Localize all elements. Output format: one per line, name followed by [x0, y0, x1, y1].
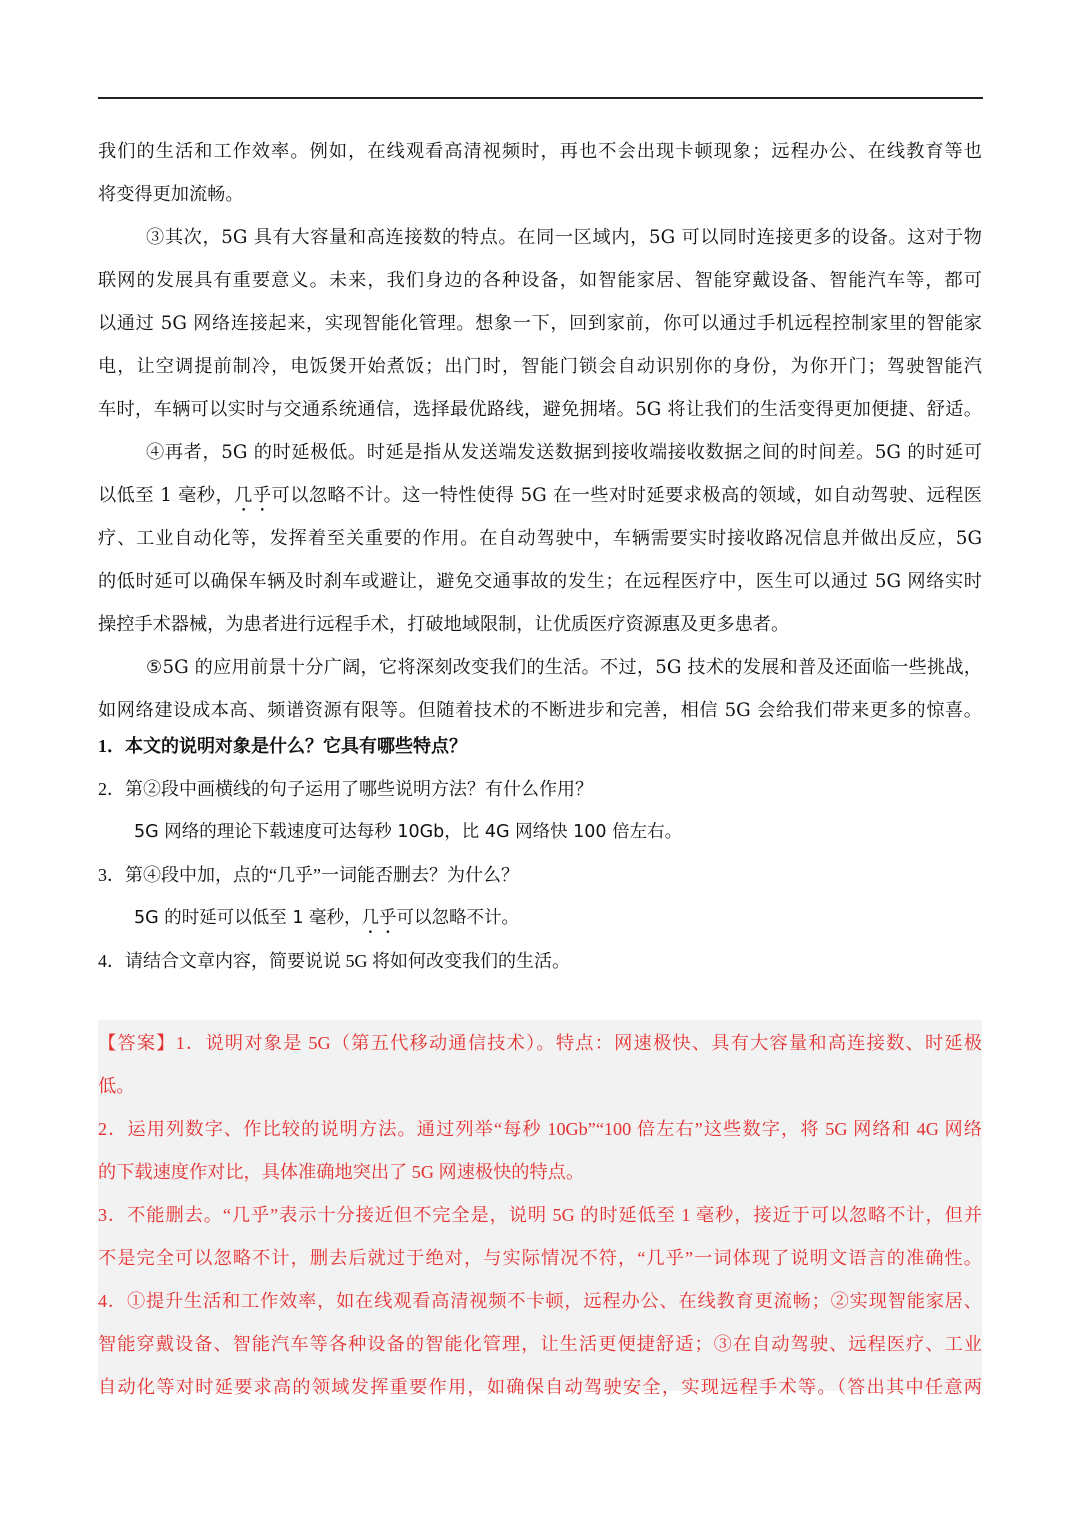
article-line: 疗、工业自动化等，发挥着至关重要的作用。在自动驾驶中，车辆需要实时接收路况信息并做出反应，5G — [98, 528, 982, 549]
quote-text: 5G 的时延可以低至 1 毫秒， — [134, 908, 362, 928]
article-line: ③其次，5G 具有大容量和高连接数的特点。在同一区域内，5G 可以同时连接更多的设备。这对于物 — [146, 227, 982, 248]
answer-line: 【答案】1．说明对象是 5G（第五代移动通信技术）。特点：网速极快、具有大容量和高连接数、时延极 — [98, 1033, 982, 1053]
article-line: 如网络建设成本高、频谱资源有限等。但随着技术的不断进步和完善，相信 5G 会给我们带来更多的惊喜。 — [98, 700, 982, 721]
answer-line: 不是完全可以忽略不计，删去后就过于绝对，与实际情况不符，“几乎”一词体现了说明文语言的准确性。 — [98, 1248, 982, 1268]
answer-line: 3．不能删去。“几乎”表示十分接近但不完全是，说明 5G 的时延低至 1 毫秒，接近于可以忽略不计，但并 — [98, 1205, 982, 1225]
article-text: 以低至 1 毫秒， — [98, 485, 235, 506]
emphasized-word: 几乎 — [234, 485, 272, 506]
article-line: ⑤5G 的应用前景十分广阔，它将深刻改变我们的生活。不过，5G 技术的发展和普及还面临一些挑战， — [146, 657, 982, 678]
article-line: 将变得更加流畅。 — [98, 184, 244, 205]
question-section — [98, 725, 982, 983]
answer-line: 低。 — [98, 1076, 135, 1096]
answer-line: 2．运用列数字、作比较的说明方法。通过列举“每秒 10Gb”“100 倍左右”这些数字，将 5G 网络和 4G 网络 — [98, 1119, 982, 1139]
article-line: 车时，车辆可以实时与交通系统通信，选择最优路线，避免拥堵。5G 将让我们的生活变得更加便捷、舒适。 — [98, 399, 982, 420]
answer-line: 自动化等对时延要求高的领域发挥重要作用，如确保自动驾驶安全，实现远程手术等。（答出其中任意两 — [98, 1377, 982, 1397]
article-line: 电，让空调提前制冷，电饭煲开始煮饭；出门时，智能门锁会自动识别你的身份，为你开门；驾驶智能汽 — [98, 356, 982, 377]
quote-text: 可以忽略不计。 — [396, 908, 520, 928]
question-2: 2．第②段中画横线的句子运用了哪些说明方法？有什么作用？ — [98, 779, 593, 799]
question-4: 4．请结合文章内容，简要说说 5G 将如何改变我们的生活。 — [98, 951, 570, 971]
article-line: 以通过 5G 网络连接起来，实现智能化管理。想象一下，回到家前，你可以通过手机远程控制家里的智能家 — [98, 313, 982, 334]
article-body — [98, 130, 982, 732]
answer-section — [98, 1020, 982, 1397]
emphasized-word: 几乎 — [361, 908, 397, 928]
question-3-quote — [98, 897, 982, 940]
question-2-quote: 5G 网络的理论下载速度可达每秒 10Gb，比 4G 网络快 100 倍左右。 — [134, 822, 683, 842]
article-line: 我们的生活和工作效率。例如，在线观看高清视频时，再也不会出现卡顿现象；远程办公、在线教育等也 — [98, 141, 982, 162]
header-rule — [98, 97, 983, 99]
answer-line: 的下载速度作对比，具体准确地突出了 5G 网速极快的特点。 — [98, 1162, 585, 1182]
article-line-with-emphasis — [98, 474, 982, 517]
answer-line: 4．①提升生活和工作效率，如在线观看高清视频不卡顿，远程办公、在线教育更流畅；②实现智能家居、 — [98, 1291, 982, 1311]
question-3: 3．第④段中加，点的“几乎”一词能否删去？为什么？ — [98, 865, 519, 885]
article-text: 可以忽略不计。这一特性使得 5G 在一些对时延要求极高的领域，如自动驾驶、远程医 — [271, 485, 982, 506]
article-line: ④再者，5G 的时延极低。时延是指从发送端发送数据到接收端接收数据之间的时间差。5G 的时延可 — [146, 442, 982, 463]
article-line: 联网的发展具有重要意义。未来，我们身边的各种设备，如智能家居、智能穿戴设备、智能汽车等，都可 — [98, 270, 982, 291]
answer-content — [98, 1022, 982, 1409]
article-line: 的低时延可以确保车辆及时刹车或避让，避免交通事故的发生；在远程医疗中，医生可以通过 5G 网络实时 — [98, 571, 982, 592]
question-1: 1．本文的说明对象是什么？它具有哪些特点？ — [98, 736, 467, 756]
article-line: 操控手术器械，为患者进行远程手术，打破地域限制，让优质医疗资源惠及更多患者。 — [98, 614, 790, 635]
answer-line: 智能穿戴设备、智能汽车等各种设备的智能化管理，让生活更便捷舒适；③在自动驾驶、远程医疗、工业 — [98, 1334, 982, 1354]
